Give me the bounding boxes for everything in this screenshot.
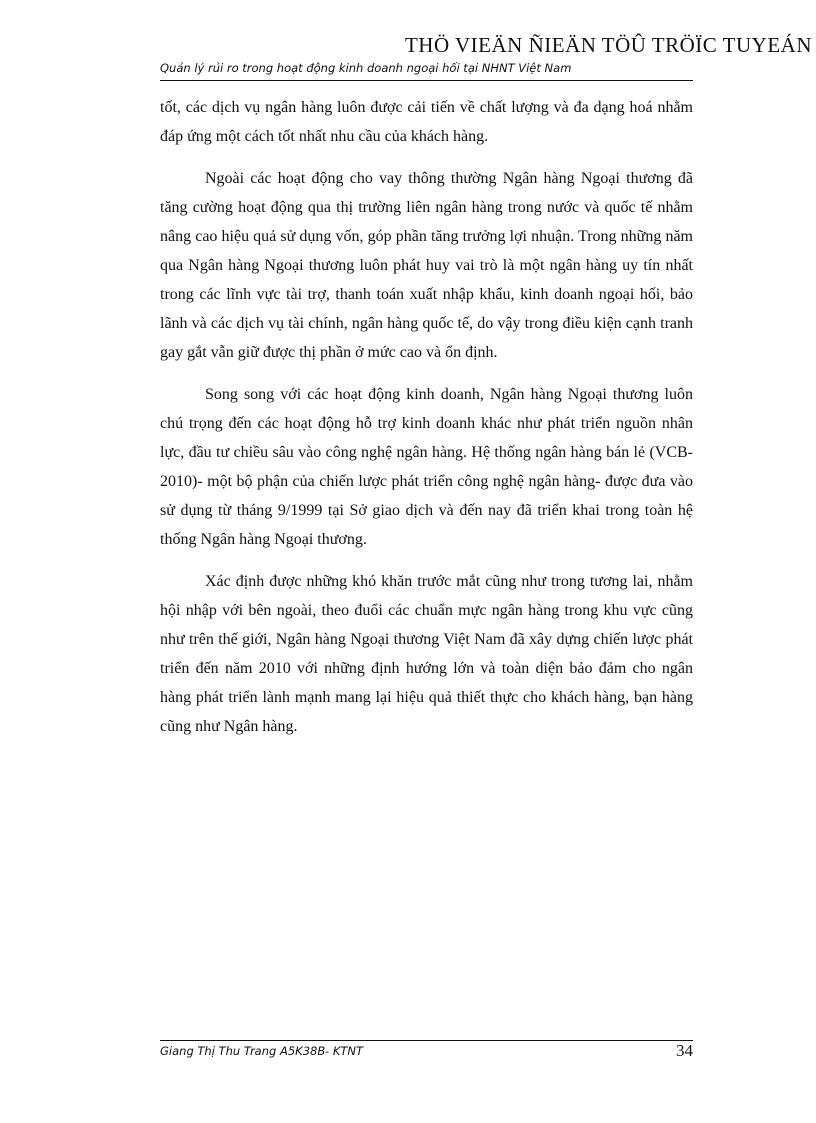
running-header xyxy=(160,58,693,81)
library-watermark: THÖ VIEÄN ÑIEÄN TÖÛ TRÖÏC TUYEÁN xyxy=(404,33,812,57)
document-body xyxy=(160,93,693,754)
paragraph: Song song với các hoạt động kinh doanh, Ngân hàng Ngoại thương luôn chú trọng đến các hoạt động hỗ trợ kinh doanh khác như phát triển nguồn nhân lực, đầu tư chiều sâu vào công nghệ ngân hàng. Hệ thống ngân hàng bán lẻ (VCB-2010)- một bộ phận của chiến lược phát triển công nghệ ngân hàng- được đưa vào sử dụng từ tháng 9/1999 tại Sở giao dịch và đến nay đã triển khai trong toàn hệ thống Ngân hàng Ngoại thương. xyxy=(160,386,693,548)
paragraph: Xác định được những khó khăn trước mắt cũng như trong tương lai, nhằm hội nhập với bên ngoài, theo đuổi các chuẩn mực ngân hàng trong khu vực cũng như trên thế giới, Ngân hàng Ngoại thương Việt Nam đã xây dựng chiến lược phát triển đến năm 2010 với những định hướng lớn và toàn diện bảo đảm cho ngân hàng phát triển lành mạnh mang lại hiệu quả thiết thực cho khách hàng, bạn hàng cũng như Ngân hàng. xyxy=(160,573,693,735)
paragraph-continuation: tốt, các dịch vụ ngân hàng luôn được cải tiến về chất lượng và đa dạng hoá nhằm đáp ứng một cách tốt nhất nhu cầu của khách hàng. xyxy=(160,99,693,145)
paragraph: Ngoài các hoạt động cho vay thông thường Ngân hàng Ngoại thương đã tăng cường hoạt động qua thị trường liên ngân hàng trong nước và quốc tế nhằm nâng cao hiệu quả sử dụng vốn, góp phần tăng trưởng lợi nhuận. Trong những năm qua Ngân hàng Ngoại thương luôn phát huy vai trò là một ngân hàng uy tín nhất trong các lĩnh vực tài trợ, thanh toán xuất nhập khẩu, kinh doanh ngoại hối, bảo lãnh và các dịch vụ tài chính, ngân hàng quốc tế, do vậy trong điều kiện cạnh tranh gay gắt vẫn giữ được thị phần ở mức cao và ổn định. xyxy=(160,170,693,361)
footer-author: Giang Thị Thu Trang A5K38B- KTNT xyxy=(160,1044,364,1058)
header-title: Quản lý rủi ro trong hoạt động kinh doanh ngoại hối tại NHNT Việt Nam xyxy=(160,61,572,75)
page-number: 34 xyxy=(676,1041,693,1060)
running-footer xyxy=(160,1040,693,1063)
